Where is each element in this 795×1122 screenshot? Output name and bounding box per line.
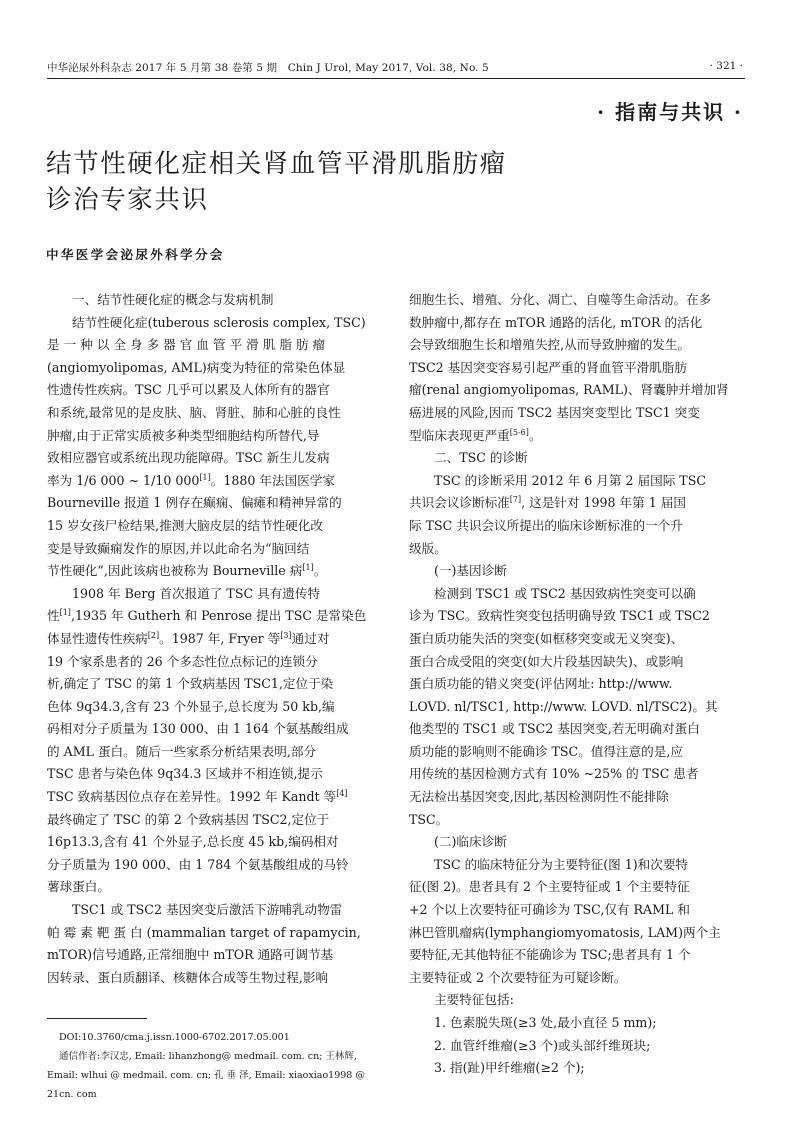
text-run: 型临床表现更严重 <box>409 427 510 443</box>
text-line <box>409 673 739 696</box>
text-run: 他类型的 TSC1 或 TSC2 基因突变,若无明确对蛋白 <box>409 721 700 737</box>
text-run: 析,确定了 TSC 的第 1 个致病基因 TSC1,定位于染 <box>47 676 334 692</box>
text-run: 检测到 TSC1 或 TSC2 基因致病性突变可以确 <box>434 585 696 601</box>
text-line <box>409 651 739 674</box>
text-line <box>47 696 377 719</box>
text-run: Bourneville 报道 1 例存在癫痫、偏瘫和精神异常的 <box>47 495 342 511</box>
text-run: 癌进展的风险,因而 TSC2 基因突变型比 TSC1 突变 <box>409 404 700 420</box>
text-line <box>409 967 739 990</box>
text-run: TSC2 基因突变容易引起严重的肾血管平滑肌脂肪 <box>409 359 687 375</box>
text-run: 数肿瘤中,都存在 mTOR 通路的活化, mTOR 的活化 <box>409 314 703 330</box>
footnote-corresponding-3: 21cn. com <box>47 1089 97 1100</box>
text-run: ,1935 年 Gutherh 和 Penrose 提出 TSC 是常染色 <box>70 608 367 624</box>
text-line <box>409 763 739 786</box>
text-line <box>409 741 739 764</box>
text-run: 3. 指(趾)甲纤维瘤(≥2 个); <box>434 1060 585 1076</box>
text-run: +2 个以上次要特征可确诊为 TSC,仅有 RAML 和 <box>409 902 690 918</box>
text-run: 性遗传性疾病。TSC 几乎可以累及人体所有的器官 <box>47 382 330 398</box>
text-run: 主要特征包括: <box>434 992 514 1008</box>
text-run: TSC 患者与染色体 9q34.3 区域并不相连锁,提示 <box>47 766 323 782</box>
text-line <box>47 854 377 877</box>
text-line <box>409 1057 739 1080</box>
text-line <box>409 854 739 877</box>
footnote <box>47 1028 377 1104</box>
text-run: 是 一 种 以 全 身 多 器 官 血 管 平 滑 肌 脂 肪 瘤 <box>47 337 326 353</box>
footnote-doi: DOI:10.3760/cma.j.issn.1000-6702.2017.05.001 <box>59 1032 290 1043</box>
text-line <box>47 312 377 335</box>
text-line <box>409 944 739 967</box>
text-run: 征(图 2)。患者具有 2 个主要特征或 1 个主要特征 <box>409 879 690 895</box>
text-run: 薯球蛋白。 <box>47 879 110 895</box>
text-run: 瘤(renal angiomyolipomas, RAML)、肾囊肿并增加肾 <box>409 382 729 398</box>
text-run: 色体 9q34.3,含有 23 个外显子,总长度为 50 kb,编 <box>47 698 335 714</box>
text-line <box>409 876 739 899</box>
text-line <box>47 967 377 990</box>
text-line <box>47 402 377 425</box>
text-run: 要特征,无其他特征不能确诊为 TSC;患者具有 1 个 <box>409 947 691 963</box>
text-line <box>47 651 377 674</box>
text-line <box>47 379 377 402</box>
text-line <box>47 899 377 922</box>
text-run: 淋巴管肌瘤病(lymphangiomyomatosis, LAM)两个主 <box>409 924 721 940</box>
text-run: 。1987 年, Fryer 等 <box>159 630 281 646</box>
text-line <box>409 402 739 425</box>
text-run: 最终确定了 TSC 的第 2 个致病基因 TSC2,定位于 <box>47 811 330 827</box>
text-line <box>409 989 739 1012</box>
text-line <box>47 492 377 515</box>
text-run: 用传统的基因检测方式有 10% ~25% 的 TSC 患者 <box>409 766 699 782</box>
text-line <box>47 357 377 380</box>
article-title <box>46 146 606 218</box>
text-run: 级版。 <box>409 540 447 556</box>
text-run: TSC 的诊断采用 2012 年 6 月第 2 届国际 TSC <box>434 472 706 488</box>
footnote-rule <box>47 1018 147 1019</box>
text-run: 因转录、蛋白质翻译、核糖体合成等生物过程,影响 <box>47 969 329 985</box>
footnote-corresponding-2: Email: wlhui @ medmail. com. cn; 孔 垂 泽, Email: xiaoxiao1998 @ <box>47 1070 365 1081</box>
citation-ref: [7] <box>509 495 522 505</box>
text-run: TSC1 或 TSC2 基因突变后激活下游哺乳动物雷 <box>72 902 343 918</box>
text-run: 主要特征或 2 个次要特征为可疑诊断。 <box>409 969 627 985</box>
text-line <box>47 741 377 764</box>
text-run: 共识会议诊断标准 <box>409 495 510 511</box>
text-run: TSC。 <box>409 811 449 827</box>
text-run: 。 <box>313 563 327 579</box>
footnote-corresponding-1: 通信作者:李汉忠, Email: lihanzhong@ medmail. com. cn; 王林辉, <box>59 1051 357 1062</box>
section-heading: (一)基因诊断 <box>434 563 507 579</box>
text-run: 的 AML 蛋白。随后一些家系分析结果表明,部分 <box>47 743 317 759</box>
text-run: 蛋白合成受阻的突变(如大片段基因缺失)、或影响 <box>409 653 684 669</box>
text-line <box>409 899 739 922</box>
text-line <box>409 379 739 402</box>
text-run: 通过对 <box>291 630 330 646</box>
section-heading: 一、结节性硬化症的概念与发病机制 <box>72 292 274 307</box>
text-line <box>47 605 377 628</box>
text-line <box>47 538 377 561</box>
section-tag: · 指南与共识 · <box>597 100 743 124</box>
text-line <box>409 809 739 832</box>
citation-ref: [1] <box>199 472 211 482</box>
text-line <box>47 447 377 470</box>
text-line <box>409 334 739 357</box>
header-rule <box>47 78 745 79</box>
text-line <box>409 605 739 628</box>
text-line <box>409 312 739 335</box>
text-run: 19 个家系患者的 26 个多态性位点标记的连锁分 <box>47 653 318 669</box>
citation-ref: [1] <box>59 608 71 618</box>
text-run: , 这是针对 1998 年第 1 届国 <box>521 495 686 511</box>
text-line <box>409 583 739 606</box>
text-run: 码相对分子质量为 130 000、由 1 164 个氨基酸组成 <box>47 721 349 737</box>
text-line <box>409 289 739 312</box>
journal-header: 中华泌尿外科杂志 2017 年 5 月第 38 卷第 5 期 Chin J Urol, May 2017, Vol. 38, No. 5 <box>47 62 489 74</box>
text-run: LOVD. nl/TSC1, http://www. LOVD. nl/TSC2)。其 <box>409 698 718 714</box>
section-heading: (二)临床诊断 <box>434 834 507 850</box>
text-run: 节性硬化”,因此该病也被称为 Bourneville 病 <box>47 563 303 579</box>
text-run: 2. 血管纤维瘤(≥3 个)或头部纤维斑块; <box>434 1037 651 1053</box>
text-line <box>409 425 739 448</box>
text-run: 性 <box>47 608 60 624</box>
text-line <box>409 718 739 741</box>
text-run: 1. 色素脱失斑(≥3 处,最小直径 5 mm); <box>434 1015 657 1030</box>
text-run: 和系统,最常见的是皮肤、脑、肾脏、肺和心脏的良性 <box>47 404 341 420</box>
text-run: 率为 1/6 000 ~ 1/10 000 <box>47 472 200 488</box>
text-line <box>409 492 739 515</box>
title-line-2: 诊治专家共识 <box>46 185 209 215</box>
text-line <box>47 425 377 448</box>
text-run: 分子质量为 190 000、由 1 784 个氨基酸组成的马铃 <box>47 856 349 872</box>
text-run: (angiomyolipomas, AML)病变为特征的常染色体显 <box>47 359 346 375</box>
text-line <box>409 538 739 561</box>
text-run: 帕 霉 素 靶 蛋 白 (mammalian target of rapamycin, <box>47 924 361 940</box>
text-run: 质功能的影响则不能确诊 TSC。值得注意的是,应 <box>409 743 683 759</box>
text-run: 蛋白质功能失活的突变(如框移突变或无义突变)、 <box>409 630 684 646</box>
citation-ref: [5-6] <box>509 427 529 437</box>
text-line <box>409 515 739 538</box>
section-heading: 二、TSC 的诊断 <box>434 450 528 466</box>
text-line <box>47 831 377 854</box>
text-line <box>409 1012 739 1035</box>
text-line <box>47 944 377 967</box>
citation-ref: [3] <box>280 630 292 640</box>
text-line <box>409 696 739 719</box>
text-line <box>47 515 377 538</box>
text-run: 15 岁女孩尸检结果,推测大脑皮层的结节性硬化改 <box>47 517 323 533</box>
text-run: mTOR)信号通路,正常细胞中 mTOR 通路可调节基 <box>47 947 334 963</box>
right-column <box>409 289 739 1080</box>
text-run: TSC 的临床特征分为主要特征(图 1)和次要特 <box>434 856 689 872</box>
text-run: 细胞生长、增殖、分化、凋亡、自噬等生命活动。在多 <box>409 292 712 307</box>
citation-ref: [2] <box>147 630 160 640</box>
text-run: 蛋白质功能的错义突变(评估网址: http://www. <box>409 676 673 692</box>
text-run: 诊为 TSC。致病性突变包括明确导致 TSC1 或 TSC2 <box>409 608 710 624</box>
text-line <box>409 628 739 651</box>
text-run: 致相应器官或系统出现功能障碍。TSC 新生儿发病 <box>47 450 330 466</box>
text-run: 16p13.3,含有 41 个外显子,总长度 45 kb,编码相对 <box>47 834 339 850</box>
text-line <box>47 922 377 945</box>
text-line <box>409 357 739 380</box>
text-line <box>47 583 377 606</box>
text-line <box>47 809 377 832</box>
text-run: 会导致细胞生长和增殖失控,从而导致肿瘤的发生。 <box>409 337 691 353</box>
text-line <box>47 673 377 696</box>
page-number: · 321 · <box>709 60 743 72</box>
text-line <box>47 334 377 357</box>
text-line <box>409 1035 739 1058</box>
text-run: 肿瘤,由于正常实质被多种类型细胞结构所替代,导 <box>47 427 320 443</box>
text-line <box>47 628 377 651</box>
author-line: 中华医学会泌尿外科学分会 <box>46 247 225 262</box>
text-run: TSC 致病基因位点存在差异性。1992 年 Kandt 等 <box>47 789 337 805</box>
title-line-1: 结节性硬化症相关肾血管平滑肌脂肪瘤 <box>46 149 507 179</box>
text-run: 1908 年 Berg 首次报道了 TSC 具有遗传特 <box>72 585 321 601</box>
text-line <box>47 786 377 809</box>
text-line <box>409 470 739 493</box>
text-line <box>47 763 377 786</box>
text-line <box>47 876 377 899</box>
text-line <box>47 560 377 583</box>
citation-ref: [4] <box>336 788 348 798</box>
text-run: 际 TSC 共识会议所提出的临床诊断标准的一个升 <box>409 517 683 533</box>
text-line <box>409 786 739 809</box>
text-run: 。 <box>528 427 542 443</box>
citation-ref: [1] <box>302 562 314 572</box>
left-column <box>47 289 377 989</box>
text-run: 。1880 年法国医学家 <box>210 472 335 488</box>
text-run: 体显性遗传性疾病 <box>47 630 148 646</box>
text-line <box>47 718 377 741</box>
text-line <box>409 922 739 945</box>
text-line <box>47 470 377 493</box>
text-run: 变是导致癫痫发作的原因,并以此命名为“脑回结 <box>47 540 310 556</box>
text-run: 结节性硬化症(tuberous sclerosis complex, TSC) <box>72 314 366 330</box>
text-run: 无法检出基因突变,因此,基因检测阴性不能排除 <box>409 789 669 805</box>
